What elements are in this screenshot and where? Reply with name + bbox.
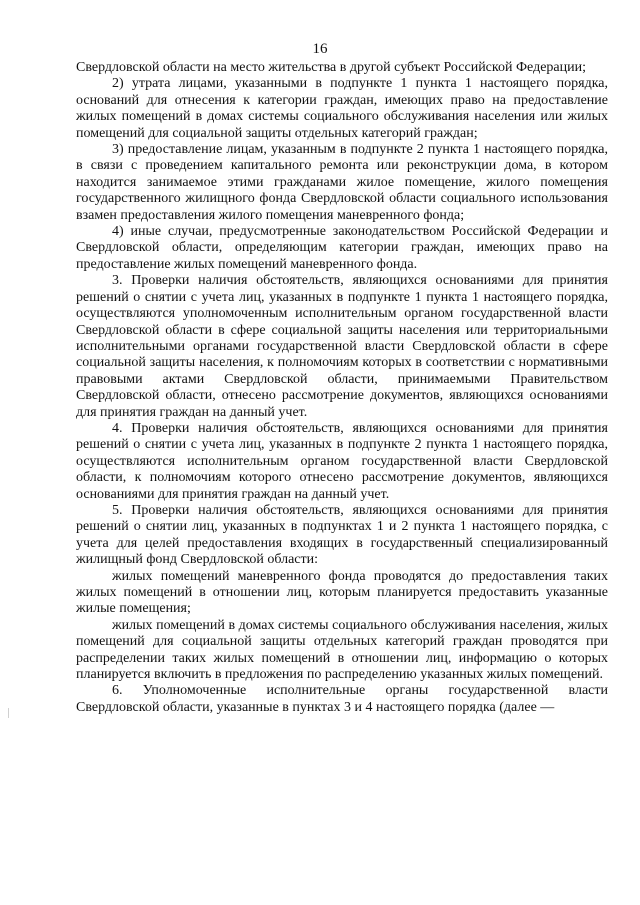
paragraph-continuation: Свердловской области на место жительства в другой субъект Российской Федерации; [76, 60, 586, 75]
paragraph-clause-5-social-service: жилых помещений в домах системы социального обслуживания населения, жилых помещений для социальной защиты отдельных категорий граждан проводятся при распределении таких жилых помещений в отношении лиц, информацию о которых планируется включить в предложения по распределению указанных жилых помещений. [76, 617, 608, 683]
scan-margin-mark [8, 708, 9, 718]
document-body [76, 60, 608, 716]
paragraph-item-4: 4) иные случаи, предусмотренные законодательством Российской Федерации и Свердловской области, определяющим категории граждан, имеющих право на предоставление жилых помещений маневренного фонда. [76, 224, 608, 272]
paragraph-item-2: 2) утрата лицами, указанными в подпункте 1 пункта 1 настоящего порядка, оснований для отнесения к категории граждан, имеющих право на предоставление жилых помещений в домах системы социального обслуживания населения или жилых помещений для социальной защиты отдельных категорий граждан; [76, 76, 608, 141]
paragraph-clause-3: 3. Проверки наличия обстоятельств, являющихся основаниями для принятия решений о снятии с учета лиц, указанных в подпункте 1 пункта 1 настоящего порядка, осуществляются уполномоченным исполнительным органом государственной власти Свердловской области в сфере социальной защиты населения или территориальными исполнительными органами государственной власти Свердловской области в сфере социальной защиты населения, к полномочиям которых в соответствии с нормативными правовыми актами Свердловской области, принимаемыми Правительством Свердловской области, отнесено рассмотрение документов, являющихся основаниями для принятия граждан на данный учет. [76, 273, 608, 420]
paragraph-clause-6: 6. Уполномоченные исполнительные органы государственной власти Свердловской области, указанные в пунктах 3 и 4 настоящего порядка (далее — [76, 683, 608, 715]
page-number: 16 [312, 41, 328, 57]
paragraph-item-3: 3) предоставление лицам, указанным в подпункте 2 пункта 1 настоящего порядка, в связи с проведением капитального ремонта или реконструкции дома, в котором находится занимаемое этими гражданами жилое помещение, жилого помещения государственного жилищного фонда Свердловской области социального использования взамен предоставления жилого помещения маневренного фонда; [76, 142, 608, 223]
paragraph-clause-5-maneuver-fund: жилых помещений маневренного фонда проводятся до предоставления таких жилых помещений в отношении лиц, которым планируется предоставить указанные жилые помещения; [76, 568, 608, 617]
paragraph-clause-5: 5. Проверки наличия обстоятельств, являющихся основаниями для принятия решений о снятии лиц, указанных в подпунктах 1 и 2 пункта 1 настоящего порядка, с учета для целей предоставления входящих в государственный специализированный жилищный фонд Свердловской области: [76, 502, 608, 568]
paragraph-clause-4: 4. Проверки наличия обстоятельств, являющихся основаниями для принятия решений о снятии с учета лиц, указанных в подпункте 2 пункта 1 настоящего порядка, осуществляются исполнительным органом государственной власти Свердловской области, к полномочиям которого отнесено рассмотрение документов, являющихся основаниями для принятия граждан на данный учет. [76, 420, 608, 502]
